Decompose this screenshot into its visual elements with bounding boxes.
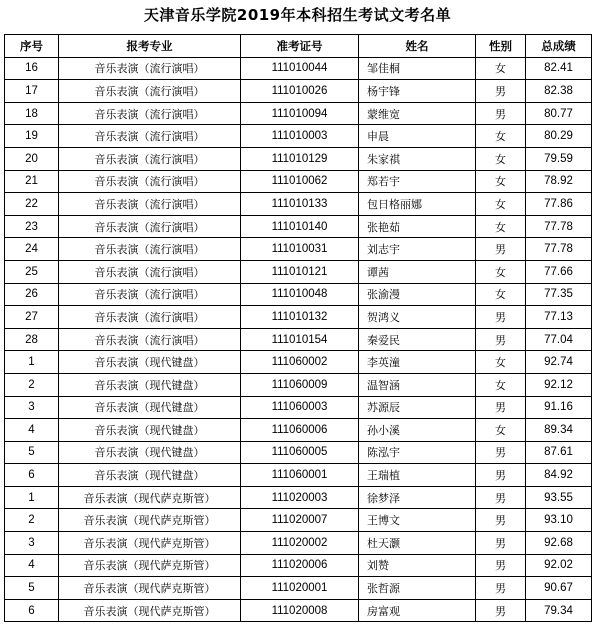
cell-name: 徐梦泽 xyxy=(359,486,476,509)
table-row xyxy=(5,306,592,329)
table-row xyxy=(5,486,592,509)
table-row xyxy=(5,170,592,193)
table-row xyxy=(5,509,592,532)
cell-index: 26 xyxy=(5,283,59,306)
header-name: 姓名 xyxy=(359,35,476,58)
cell-gender: 男 xyxy=(476,238,526,261)
cell-gender: 女 xyxy=(476,193,526,216)
cell-gender: 男 xyxy=(476,396,526,419)
cell-total-score: 84.92 xyxy=(526,464,592,487)
cell-name: 申晨 xyxy=(359,125,476,148)
cell-index: 2 xyxy=(5,373,59,396)
cell-index: 6 xyxy=(5,599,59,622)
cell-total-score: 80.77 xyxy=(526,102,592,125)
cell-total-score: 77.35 xyxy=(526,283,592,306)
cell-name: 王瑞植 xyxy=(359,464,476,487)
cell-total-score: 82.38 xyxy=(526,80,592,103)
cell-total-score: 77.13 xyxy=(526,306,592,329)
cell-name: 包日格丽娜 xyxy=(359,193,476,216)
cell-exam-id: 111020001 xyxy=(241,577,359,600)
header-exam-id: 准考证号 xyxy=(241,35,359,58)
cell-total-score: 80.29 xyxy=(526,125,592,148)
cell-major: 音乐表演（流行演唱） xyxy=(59,238,241,261)
cell-major: 音乐表演（现代键盘） xyxy=(59,441,241,464)
cell-total-score: 82.41 xyxy=(526,57,592,80)
cell-major: 音乐表演（现代萨克斯管） xyxy=(59,599,241,622)
cell-name: 苏源辰 xyxy=(359,396,476,419)
cell-name: 房富观 xyxy=(359,599,476,622)
cell-name: 温智涵 xyxy=(359,373,476,396)
header-total-score: 总成绩 xyxy=(526,35,592,58)
header-index: 序号 xyxy=(5,35,59,58)
cell-total-score: 78.92 xyxy=(526,170,592,193)
cell-exam-id: 111010031 xyxy=(241,238,359,261)
candidate-table xyxy=(4,34,592,622)
cell-exam-id: 111060005 xyxy=(241,441,359,464)
cell-major: 音乐表演（流行演唱） xyxy=(59,328,241,351)
cell-index: 18 xyxy=(5,102,59,125)
table-row xyxy=(5,147,592,170)
cell-total-score: 77.66 xyxy=(526,260,592,283)
cell-exam-id: 111060006 xyxy=(241,419,359,442)
cell-index: 1 xyxy=(5,486,59,509)
cell-exam-id: 111010133 xyxy=(241,193,359,216)
cell-exam-id: 111010132 xyxy=(241,306,359,329)
cell-total-score: 79.34 xyxy=(526,599,592,622)
cell-gender: 男 xyxy=(476,577,526,600)
cell-gender: 女 xyxy=(476,283,526,306)
cell-index: 24 xyxy=(5,238,59,261)
cell-total-score: 89.34 xyxy=(526,419,592,442)
cell-major: 音乐表演（流行演唱） xyxy=(59,215,241,238)
cell-major: 音乐表演（流行演唱） xyxy=(59,147,241,170)
cell-major: 音乐表演（现代萨克斯管） xyxy=(59,554,241,577)
cell-exam-id: 111060001 xyxy=(241,464,359,487)
cell-index: 16 xyxy=(5,57,59,80)
cell-gender: 男 xyxy=(476,102,526,125)
cell-gender: 男 xyxy=(476,328,526,351)
cell-exam-id: 111060003 xyxy=(241,396,359,419)
cell-index: 4 xyxy=(5,554,59,577)
cell-name: 郑若宇 xyxy=(359,170,476,193)
cell-name: 谭茜 xyxy=(359,260,476,283)
cell-name: 蒙维宽 xyxy=(359,102,476,125)
cell-gender: 男 xyxy=(476,554,526,577)
cell-total-score: 77.78 xyxy=(526,238,592,261)
cell-gender: 女 xyxy=(476,351,526,374)
cell-name: 刘志宇 xyxy=(359,238,476,261)
cell-exam-id: 111020007 xyxy=(241,509,359,532)
cell-index: 1 xyxy=(5,351,59,374)
cell-major: 音乐表演（流行演唱） xyxy=(59,57,241,80)
table-row xyxy=(5,373,592,396)
cell-exam-id: 111020003 xyxy=(241,486,359,509)
cell-name: 邹佳桐 xyxy=(359,57,476,80)
cell-index: 6 xyxy=(5,464,59,487)
cell-total-score: 77.78 xyxy=(526,215,592,238)
cell-index: 2 xyxy=(5,509,59,532)
table-row xyxy=(5,102,592,125)
cell-gender: 女 xyxy=(476,147,526,170)
cell-exam-id: 111010154 xyxy=(241,328,359,351)
cell-major: 音乐表演（流行演唱） xyxy=(59,306,241,329)
table-row xyxy=(5,599,592,622)
cell-major: 音乐表演（流行演唱） xyxy=(59,260,241,283)
cell-exam-id: 111010140 xyxy=(241,215,359,238)
cell-total-score: 93.55 xyxy=(526,486,592,509)
cell-name: 朱家祺 xyxy=(359,147,476,170)
cell-major: 音乐表演（流行演唱） xyxy=(59,125,241,148)
cell-index: 21 xyxy=(5,170,59,193)
cell-major: 音乐表演（流行演唱） xyxy=(59,102,241,125)
cell-gender: 男 xyxy=(476,532,526,555)
cell-major: 音乐表演（现代键盘） xyxy=(59,351,241,374)
cell-total-score: 92.12 xyxy=(526,373,592,396)
cell-index: 3 xyxy=(5,532,59,555)
cell-exam-id: 111020002 xyxy=(241,532,359,555)
cell-total-score: 90.67 xyxy=(526,577,592,600)
cell-major: 音乐表演（现代萨克斯管） xyxy=(59,532,241,555)
cell-total-score: 79.59 xyxy=(526,147,592,170)
cell-name: 孙小溪 xyxy=(359,419,476,442)
cell-exam-id: 111010062 xyxy=(241,170,359,193)
cell-name: 张哲源 xyxy=(359,577,476,600)
page-title: 天津音乐学院2019年本科招生考试文考名单 xyxy=(143,6,452,24)
cell-exam-id: 111020008 xyxy=(241,599,359,622)
cell-index: 4 xyxy=(5,419,59,442)
table-row xyxy=(5,441,592,464)
table-row xyxy=(5,532,592,555)
cell-name: 杜天灏 xyxy=(359,532,476,555)
cell-name: 李英潼 xyxy=(359,351,476,374)
cell-exam-id: 111060009 xyxy=(241,373,359,396)
cell-major: 音乐表演（现代键盘） xyxy=(59,464,241,487)
cell-name: 陈泓宇 xyxy=(359,441,476,464)
table-row xyxy=(5,80,592,103)
table-row xyxy=(5,215,592,238)
cell-major: 音乐表演（现代萨克斯管） xyxy=(59,577,241,600)
cell-index: 5 xyxy=(5,577,59,600)
cell-gender: 女 xyxy=(476,170,526,193)
table-header-row xyxy=(5,35,592,58)
cell-major: 音乐表演（现代键盘） xyxy=(59,419,241,442)
table-row xyxy=(5,351,592,374)
cell-gender: 女 xyxy=(476,419,526,442)
table-row xyxy=(5,125,592,148)
cell-gender: 男 xyxy=(476,509,526,532)
cell-index: 28 xyxy=(5,328,59,351)
table-row xyxy=(5,328,592,351)
cell-gender: 男 xyxy=(476,599,526,622)
cell-major: 音乐表演（流行演唱） xyxy=(59,80,241,103)
cell-index: 27 xyxy=(5,306,59,329)
cell-total-score: 91.16 xyxy=(526,396,592,419)
cell-exam-id: 111010003 xyxy=(241,125,359,148)
cell-index: 23 xyxy=(5,215,59,238)
cell-major: 音乐表演（现代键盘） xyxy=(59,373,241,396)
table-row xyxy=(5,283,592,306)
cell-total-score: 93.10 xyxy=(526,509,592,532)
header-gender: 性别 xyxy=(476,35,526,58)
cell-name: 张渝漫 xyxy=(359,283,476,306)
cell-major: 音乐表演（流行演唱） xyxy=(59,193,241,216)
cell-gender: 女 xyxy=(476,215,526,238)
cell-total-score: 92.68 xyxy=(526,532,592,555)
table-row xyxy=(5,238,592,261)
cell-exam-id: 111010129 xyxy=(241,147,359,170)
cell-total-score: 92.02 xyxy=(526,554,592,577)
cell-exam-id: 111010048 xyxy=(241,283,359,306)
cell-index: 3 xyxy=(5,396,59,419)
cell-name: 王博文 xyxy=(359,509,476,532)
table-row xyxy=(5,260,592,283)
cell-name: 秦爱民 xyxy=(359,328,476,351)
table-row xyxy=(5,57,592,80)
cell-index: 19 xyxy=(5,125,59,148)
cell-major: 音乐表演（现代键盘） xyxy=(59,396,241,419)
cell-index: 5 xyxy=(5,441,59,464)
cell-gender: 男 xyxy=(476,464,526,487)
cell-exam-id: 111010094 xyxy=(241,102,359,125)
cell-name: 张艳茹 xyxy=(359,215,476,238)
cell-index: 22 xyxy=(5,193,59,216)
cell-gender: 男 xyxy=(476,486,526,509)
cell-name: 杨宇锋 xyxy=(359,80,476,103)
cell-gender: 男 xyxy=(476,80,526,103)
cell-total-score: 87.61 xyxy=(526,441,592,464)
cell-index: 20 xyxy=(5,147,59,170)
header-major: 报考专业 xyxy=(59,35,241,58)
cell-major: 音乐表演（现代萨克斯管） xyxy=(59,509,241,532)
cell-total-score: 77.86 xyxy=(526,193,592,216)
cell-gender: 男 xyxy=(476,306,526,329)
cell-name: 贺鸿义 xyxy=(359,306,476,329)
table-row xyxy=(5,193,592,216)
cell-major: 音乐表演（流行演唱） xyxy=(59,170,241,193)
cell-major: 音乐表演（流行演唱） xyxy=(59,283,241,306)
cell-gender: 男 xyxy=(476,441,526,464)
cell-exam-id: 111060002 xyxy=(241,351,359,374)
cell-exam-id: 111010026 xyxy=(241,80,359,103)
cell-exam-id: 111010044 xyxy=(241,57,359,80)
table-row xyxy=(5,554,592,577)
table-row xyxy=(5,464,592,487)
cell-major: 音乐表演（现代萨克斯管） xyxy=(59,486,241,509)
cell-index: 17 xyxy=(5,80,59,103)
cell-gender: 女 xyxy=(476,260,526,283)
table-row xyxy=(5,577,592,600)
cell-exam-id: 111020006 xyxy=(241,554,359,577)
cell-total-score: 92.74 xyxy=(526,351,592,374)
cell-total-score: 77.04 xyxy=(526,328,592,351)
cell-exam-id: 111010121 xyxy=(241,260,359,283)
cell-name: 刘赞 xyxy=(359,554,476,577)
table-row xyxy=(5,419,592,442)
cell-gender: 女 xyxy=(476,373,526,396)
cell-gender: 女 xyxy=(476,125,526,148)
table-row xyxy=(5,396,592,419)
cell-index: 25 xyxy=(5,260,59,283)
cell-gender: 女 xyxy=(476,57,526,80)
